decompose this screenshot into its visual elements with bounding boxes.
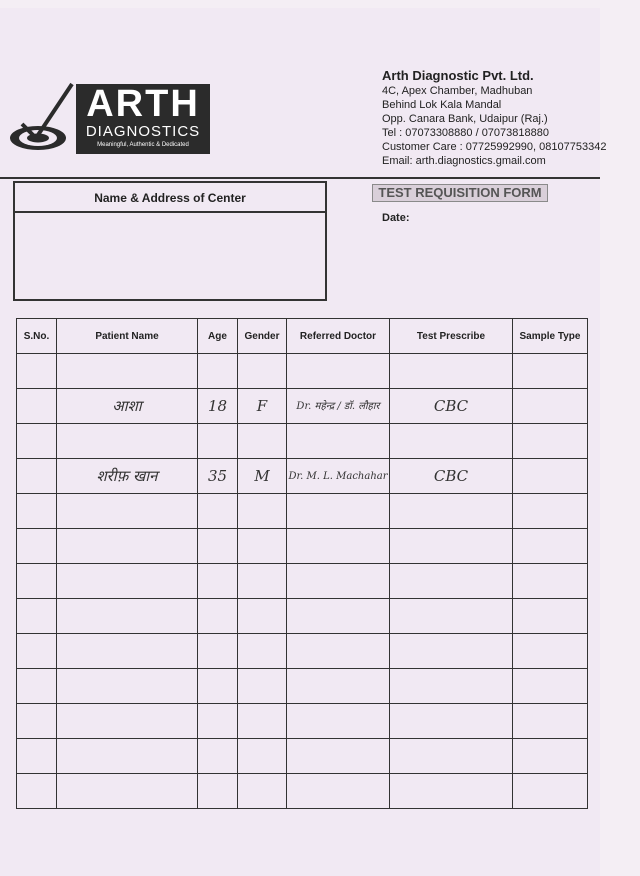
cell-gender[interactable]: M — [238, 459, 287, 494]
cell-gender[interactable] — [238, 774, 287, 809]
table-row — [17, 424, 588, 459]
address-line: Behind Lok Kala Mandal — [382, 99, 502, 111]
cell-test-prescribe[interactable] — [390, 704, 513, 739]
cell-sno[interactable] — [17, 669, 57, 704]
logo-brand: ARTH — [86, 83, 200, 125]
cell-patient-name[interactable] — [57, 424, 198, 459]
address-line: 4C, Apex Chamber, Madhuban — [382, 85, 533, 97]
date-label: Date: — [382, 212, 410, 224]
cell-gender[interactable] — [238, 599, 287, 634]
company-info — [382, 68, 606, 168]
header-sample-type: Sample Type — [513, 319, 588, 354]
cell-patient-name[interactable] — [57, 634, 198, 669]
cell-sample-type[interactable] — [513, 459, 588, 494]
table-row — [17, 459, 588, 494]
cell-gender[interactable] — [238, 494, 287, 529]
cell-sno[interactable] — [17, 599, 57, 634]
center-address-box[interactable] — [13, 181, 327, 301]
table-header-row — [17, 319, 588, 354]
cell-referred-doctor[interactable] — [287, 704, 390, 739]
cell-test-prescribe[interactable] — [390, 599, 513, 634]
cell-sno[interactable] — [17, 774, 57, 809]
arth-logo — [8, 82, 208, 156]
cell-age[interactable] — [198, 494, 238, 529]
header-patient-name: Patient Name — [57, 319, 198, 354]
cell-sno[interactable] — [17, 564, 57, 599]
cell-sample-type[interactable] — [513, 739, 588, 774]
cell-patient-name[interactable] — [57, 354, 198, 389]
header-gender: Gender — [238, 319, 287, 354]
cell-sample-type[interactable] — [513, 774, 588, 809]
cell-test-prescribe[interactable] — [390, 739, 513, 774]
cell-test-prescribe[interactable] — [390, 529, 513, 564]
cell-sno[interactable] — [17, 529, 57, 564]
cell-age[interactable] — [198, 739, 238, 774]
cell-test-prescribe[interactable] — [390, 424, 513, 459]
cell-referred-doctor[interactable] — [287, 774, 390, 809]
cell-age[interactable] — [198, 599, 238, 634]
cell-age[interactable] — [198, 669, 238, 704]
cell-test-prescribe[interactable]: CBC — [390, 459, 513, 494]
cell-test-prescribe[interactable] — [390, 634, 513, 669]
cell-age[interactable] — [198, 634, 238, 669]
cell-age[interactable] — [198, 704, 238, 739]
cell-sample-type[interactable] — [513, 599, 588, 634]
cell-sample-type[interactable] — [513, 704, 588, 739]
cell-patient-name[interactable]: आशा — [57, 389, 198, 424]
table-row — [17, 669, 588, 704]
header-test-prescribe: Test Prescribe — [390, 319, 513, 354]
table-row — [17, 739, 588, 774]
cell-test-prescribe[interactable] — [390, 354, 513, 389]
cell-sample-type[interactable] — [513, 424, 588, 459]
customer-care-line: Customer Care : 07725992990, 08107753342 — [382, 141, 607, 153]
cell-age[interactable] — [198, 529, 238, 564]
table-row — [17, 494, 588, 529]
cell-sample-type[interactable] — [513, 669, 588, 704]
cell-sno[interactable] — [17, 389, 57, 424]
cell-referred-doctor[interactable] — [287, 669, 390, 704]
company-name: Arth Diagnostic Pvt. Ltd. — [382, 68, 534, 83]
cell-patient-name[interactable] — [57, 564, 198, 599]
cell-patient-name[interactable] — [57, 494, 198, 529]
cell-sample-type[interactable] — [513, 564, 588, 599]
cell-sample-type[interactable] — [513, 354, 588, 389]
cell-sno[interactable] — [17, 459, 57, 494]
cell-age[interactable]: 18 — [198, 389, 238, 424]
logo-sub: DIAGNOSTICS — [85, 123, 201, 140]
cell-gender[interactable] — [238, 564, 287, 599]
cell-gender[interactable] — [238, 424, 287, 459]
cell-test-prescribe[interactable] — [390, 564, 513, 599]
center-box-title: Name & Address of Center — [15, 183, 325, 213]
cell-sample-type[interactable] — [513, 389, 588, 424]
table-row — [17, 704, 588, 739]
table-row — [17, 354, 588, 389]
cell-referred-doctor[interactable] — [287, 599, 390, 634]
cell-patient-name[interactable] — [57, 704, 198, 739]
cell-gender[interactable] — [238, 529, 287, 564]
header-sno: S.No. — [17, 319, 57, 354]
cell-referred-doctor[interactable] — [287, 564, 390, 599]
cell-gender[interactable] — [238, 704, 287, 739]
cell-age[interactable] — [198, 774, 238, 809]
cell-referred-doctor[interactable]: Dr. महेन्द्र / डॉ. लौहार — [287, 389, 390, 424]
target-check-icon — [8, 82, 74, 156]
cell-patient-name[interactable] — [57, 669, 198, 704]
cell-test-prescribe[interactable] — [390, 774, 513, 809]
cell-patient-name[interactable] — [57, 774, 198, 809]
cell-test-prescribe[interactable] — [390, 494, 513, 529]
header-divider — [0, 177, 600, 179]
cell-referred-doctor[interactable] — [287, 739, 390, 774]
email-line: Email: arth.diagnostics.gmail.com — [382, 155, 546, 167]
logo-tagline: Meaningful, Authentic & Dedicated — [97, 142, 189, 148]
cell-referred-doctor[interactable] — [287, 494, 390, 529]
table-row — [17, 564, 588, 599]
patient-table — [16, 318, 588, 809]
table-row — [17, 634, 588, 669]
cell-gender[interactable]: F — [238, 389, 287, 424]
table-row — [17, 599, 588, 634]
cell-sno[interactable] — [17, 634, 57, 669]
cell-patient-name[interactable] — [57, 529, 198, 564]
cell-sample-type[interactable] — [513, 634, 588, 669]
cell-referred-doctor[interactable] — [287, 354, 390, 389]
header-age: Age — [198, 319, 238, 354]
cell-patient-name[interactable] — [57, 739, 198, 774]
table-row — [17, 389, 588, 424]
cell-patient-name[interactable]: शरीफ़ खान — [57, 459, 198, 494]
table-row — [17, 529, 588, 564]
cell-patient-name[interactable] — [57, 599, 198, 634]
cell-test-prescribe[interactable]: CBC — [390, 389, 513, 424]
cell-age[interactable] — [198, 354, 238, 389]
cell-gender[interactable] — [238, 634, 287, 669]
cell-gender[interactable] — [238, 739, 287, 774]
cell-referred-doctor[interactable] — [287, 634, 390, 669]
cell-sno[interactable] — [17, 494, 57, 529]
cell-gender[interactable] — [238, 669, 287, 704]
cell-referred-doctor[interactable] — [287, 529, 390, 564]
cell-sno[interactable] — [17, 704, 57, 739]
cell-referred-doctor[interactable]: Dr. M. L. Machahar — [287, 459, 390, 494]
cell-referred-doctor[interactable] — [287, 424, 390, 459]
cell-sample-type[interactable] — [513, 494, 588, 529]
cell-age[interactable] — [198, 564, 238, 599]
cell-age[interactable]: 35 — [198, 459, 238, 494]
cell-sample-type[interactable] — [513, 529, 588, 564]
address-line: Opp. Canara Bank, Udaipur (Raj.) — [382, 113, 548, 125]
phone-line: Tel : 07073308880 / 07073818880 — [382, 127, 549, 139]
cell-sno[interactable] — [17, 739, 57, 774]
header-referred-doctor: Referred Doctor — [287, 319, 390, 354]
cell-sno[interactable] — [17, 424, 57, 459]
cell-gender[interactable] — [238, 354, 287, 389]
logo-wordmark — [76, 84, 210, 154]
cell-sno[interactable] — [17, 354, 57, 389]
form-title: TEST REQUISITION FORM — [372, 184, 548, 202]
table-row — [17, 774, 588, 809]
cell-test-prescribe[interactable] — [390, 669, 513, 704]
cell-age[interactable] — [198, 424, 238, 459]
